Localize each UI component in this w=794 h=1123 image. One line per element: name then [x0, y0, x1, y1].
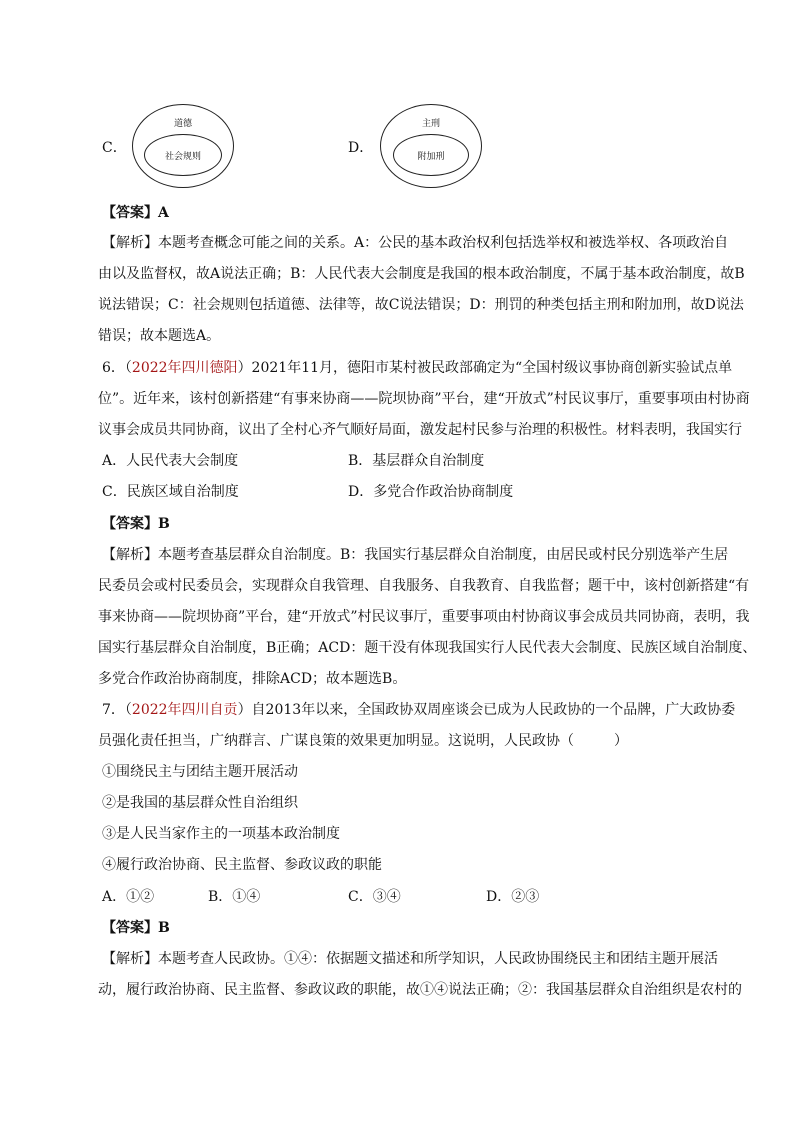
q7-option-c: C．③④ [348, 889, 401, 905]
q6-option-a: A．人民代表大会制度 [102, 453, 239, 469]
q7-option-d: D．②③ [486, 889, 540, 905]
q7-stem-second: 员强化责任担当，广纳群言、广谋良策的效果更加明显。这说明，人民政协（ [98, 733, 574, 749]
q6-stem-line: 议事会成员共同协商，议出了全村心齐气顺好局面，激发起村民参与治理的积极性。材料表明，我国实行 [98, 422, 742, 438]
q6-number: 6．（ [102, 360, 132, 376]
q6-analysis-line: 国实行基层群众自治制度，B正确；ACD：题干没有体现我国实行人民代表大会制度、民族区域自治制度、 [98, 640, 757, 656]
q7-option-b: B．①④ [208, 889, 261, 905]
q6-analysis-line: 民委员会或村民委员会，实现群众自我管理、自我服务、自我教育、自我监督；题干中，该村创新搭建“有 [98, 578, 750, 594]
q7-statement: ①围绕民主与团结主题开展活动 [102, 764, 298, 780]
q5-analysis-line: 由以及监督权，故A说法正确；B：人民代表大会制度是我国的根本政治制度，不属于基本政治制度，故B [98, 266, 745, 282]
figure-d-label: D． [348, 140, 374, 156]
q7-analysis-line: 动，履行政治协商、民主监督、参政议政的职能，故①④说法正确；②：我国基层群众自治组织是农村的 [98, 982, 742, 998]
q5-analysis-line: 【解析】本题考查概念可能之间的关系。A：公民的基本政治权利包括选举权和被选举权、各项政治自 [102, 235, 729, 251]
q6-stem-line [102, 358, 733, 378]
q7-stem-first: ）自2013年以来，全国政协双周座谈会已成为人民政协的一个品牌，广大政协委 [237, 702, 736, 718]
figure-c-inner-text: 社会规则 [164, 152, 202, 162]
q7-stem-paren-close: ） [614, 733, 628, 749]
q7-answer: 【答案】B [102, 920, 170, 936]
q7-statement: ③是人民当家作主的一项基本政治制度 [102, 826, 340, 842]
q6-analysis-line: 【解析】本题考查基层群众自治制度。B：我国实行基层群众自治制度，由居民或村民分别选举产生居 [102, 547, 729, 563]
figure-c-outer-text: 道德 [173, 119, 193, 129]
q6-source: 2022年四川德阳 [131, 360, 238, 376]
q7-option-a: A．①② [102, 889, 155, 905]
q5-analysis-line: 说法错误；C：社会规则包括道德、法律等，故C说法错误；D：刑罚的种类包括主刑和附加刑，故D说法 [98, 297, 744, 313]
q5-answer: 【答案】A [102, 205, 169, 221]
q6-stem-line: 位”。近年来，该村创新搭建“有事来协商——院坝协商”平台，建“开放式”村民议事厅，重要事项由村协商 [98, 391, 750, 407]
q7-number: 7．（ [102, 702, 132, 718]
q6-option-d: D．多党合作政治协商制度 [348, 484, 514, 500]
figure-d-inner-text: 附加刑 [417, 152, 445, 162]
figure-c-label: C． [102, 140, 127, 156]
q7-statement: ②是我国的基层群众性自治组织 [102, 795, 298, 811]
q6-stem-first: ）2021年11月，德阳市某村被民政部确定为“全国村级议事协商创新实验试点单 [237, 360, 733, 376]
q6-option-b: B．基层群众自治制度 [348, 453, 485, 469]
q5-analysis-line: 错误；故本题选A。 [98, 328, 221, 344]
q7-stem-line [102, 700, 736, 720]
q7-analysis-line: 【解析】本题考查人民政协。①④：依据题文描述和所学知识，人民政协围绕民主和团结主题开展活 [102, 951, 718, 967]
q7-stem-line [98, 731, 628, 751]
q6-analysis-line: 多党合作政治协商制度，排除ACD；故本题选B。 [98, 671, 407, 687]
figure-d-outer-text: 主刑 [421, 119, 441, 129]
q6-analysis-line: 事来协商——院坝协商”平台，建“开放式”村民议事厅，重要事项由村协商议事会成员共同协商，表明，我 [98, 609, 750, 625]
q7-source: 2022年四川自贡 [131, 702, 238, 718]
q7-statement: ④履行政治协商、民主监督、参政议政的职能 [102, 857, 382, 873]
q6-answer: 【答案】B [102, 516, 170, 532]
q6-option-c: C．民族区域自治制度 [102, 484, 239, 500]
